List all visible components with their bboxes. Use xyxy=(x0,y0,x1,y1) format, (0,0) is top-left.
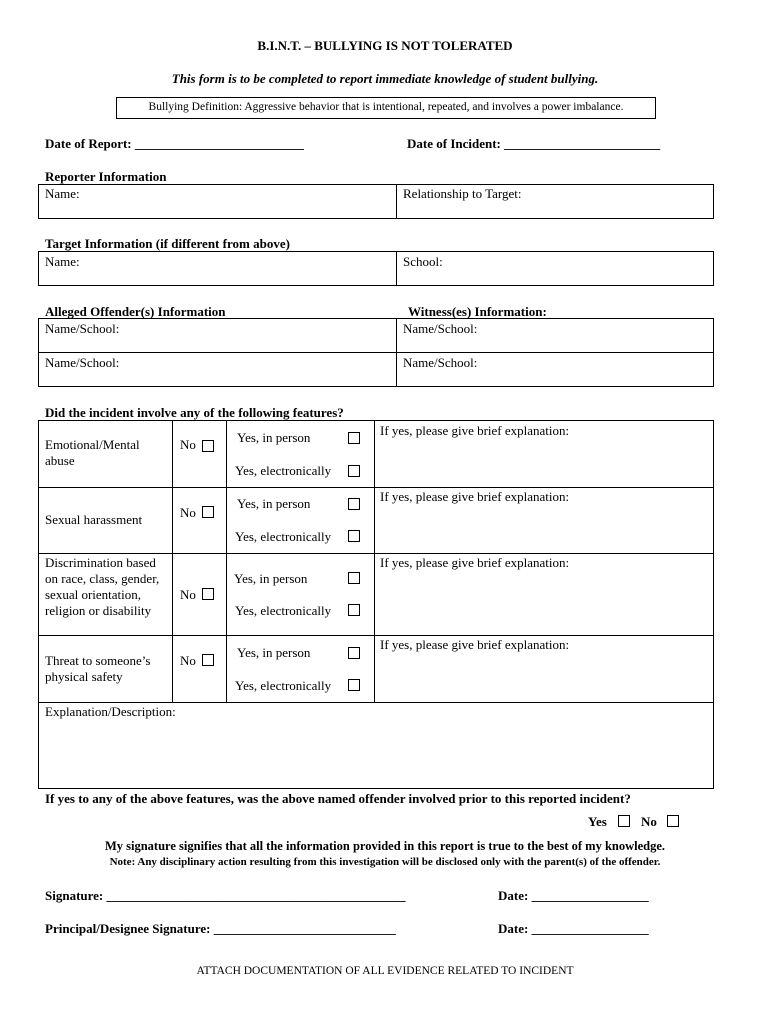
yes-electronic-checkbox-threat[interactable] xyxy=(348,679,360,691)
yes-electronic-label-threat: Yes, electronically xyxy=(235,678,332,693)
principal-date-field[interactable]: Date: __________________ xyxy=(498,921,649,936)
date-of-incident-field[interactable]: Date of Incident: ________________________ xyxy=(407,136,661,151)
no-checkbox-discrimination[interactable] xyxy=(202,588,214,600)
feature-label-emotional: Emotional/Mental abuse xyxy=(45,437,140,468)
description-field[interactable]: Explanation/Description: xyxy=(45,704,176,719)
explanation-field-emotional[interactable]: If yes, please give brief explanation: xyxy=(380,423,570,438)
prior-no-label: No xyxy=(641,814,657,829)
yes-electronic-checkbox-emotional[interactable] xyxy=(348,465,360,477)
witness-heading: Witness(es) Information: xyxy=(408,304,547,319)
yes-person-checkbox-discrimination[interactable] xyxy=(348,572,360,584)
yes-electronic-label-discrimination: Yes, electronically xyxy=(235,603,332,618)
signature-date-field[interactable]: Date: __________________ xyxy=(498,888,649,903)
prior-yes-label: Yes xyxy=(588,814,607,829)
attestation-statement: My signature signifies that all the information provided in this report is true to the best of my knowledge. xyxy=(104,839,666,853)
feature-label-discrimination: Discrimination based on race, class, gender, sexual orientation, religion or disability xyxy=(45,555,160,618)
definition-box xyxy=(116,97,656,119)
target-school-field[interactable]: School: xyxy=(403,254,443,269)
target-heading: Target Information (if different from above) xyxy=(45,236,290,251)
target-table xyxy=(38,251,714,286)
offender-heading: Alleged Offender(s) Information xyxy=(45,304,226,319)
witness-field-1[interactable]: Name/School: xyxy=(403,321,478,336)
yes-person-label-threat: Yes, in person xyxy=(237,645,311,660)
feature-label-threat: Threat to someone’s physical safety xyxy=(45,653,151,684)
no-label-sexual-harassment: No xyxy=(180,505,196,520)
yes-electronic-label-sexual-harassment: Yes, electronically xyxy=(235,529,332,544)
form-title: B.I.N.T. – BULLYING IS NOT TOLERATED xyxy=(257,38,513,53)
feature-label-sexual-harassment: Sexual harassment xyxy=(45,512,143,527)
form-subtitle: This form is to be completed to report immediate knowledge of student bullying. xyxy=(171,71,599,86)
explanation-field-sexual-harassment[interactable]: If yes, please give brief explanation: xyxy=(380,489,570,504)
explanation-field-threat[interactable]: If yes, please give brief explanation: xyxy=(380,637,570,652)
reporter-name-field[interactable]: Name: xyxy=(45,186,80,201)
no-checkbox-threat[interactable] xyxy=(202,654,214,666)
yes-electronic-checkbox-discrimination[interactable] xyxy=(348,604,360,616)
features-question: Did the incident involve any of the following features? xyxy=(45,405,344,420)
prior-involvement-question: If yes to any of the above features, was the above named offender involved prior to this reported incident? xyxy=(45,791,631,806)
yes-person-label-emotional: Yes, in person xyxy=(237,430,311,445)
offender-field-2[interactable]: Name/School: xyxy=(45,355,120,370)
yes-electronic-checkbox-sexual-harassment[interactable] xyxy=(348,530,360,542)
no-checkbox-emotional[interactable] xyxy=(202,440,214,452)
reporter-heading: Reporter Information xyxy=(45,169,167,184)
prior-yes-checkbox[interactable] xyxy=(618,815,630,827)
yes-person-checkbox-threat[interactable] xyxy=(348,647,360,659)
prior-no-checkbox[interactable] xyxy=(667,815,679,827)
date-of-report-field[interactable]: Date of Report: __________________________ xyxy=(45,136,304,151)
offender-field-1[interactable]: Name/School: xyxy=(45,321,120,336)
witness-field-2[interactable]: Name/School: xyxy=(403,355,478,370)
reporter-table xyxy=(38,184,714,219)
definition-text: Bullying Definition: Aggressive behavior that is intentional, repeated, and involves a power imbalance. xyxy=(148,101,624,113)
yes-person-label-sexual-harassment: Yes, in person xyxy=(237,496,311,511)
yes-person-checkbox-emotional[interactable] xyxy=(348,432,360,444)
target-name-field[interactable]: Name: xyxy=(45,254,80,269)
disclosure-note: Note: Any disciplinary action resulting from this investigation will be disclosed only with the parent(s) of the offender. xyxy=(109,856,661,868)
no-label-emotional: No xyxy=(180,437,196,452)
yes-person-label-discrimination: Yes, in person xyxy=(234,571,308,586)
principal-signature-field[interactable]: Principal/Designee Signature: ____________________________ xyxy=(45,921,396,936)
signature-field[interactable]: Signature: ______________________________________________ xyxy=(45,888,406,903)
reporter-relationship-field[interactable]: Relationship to Target: xyxy=(403,186,522,201)
yes-electronic-label-emotional: Yes, electronically xyxy=(235,463,332,478)
footer-note: ATTACH DOCUMENTATION OF ALL EVIDENCE RELATED TO INCIDENT xyxy=(196,965,574,977)
explanation-field-discrimination[interactable]: If yes, please give brief explanation: xyxy=(380,555,570,570)
no-label-threat: No xyxy=(180,653,196,668)
yes-person-checkbox-sexual-harassment[interactable] xyxy=(348,498,360,510)
no-checkbox-sexual-harassment[interactable] xyxy=(202,506,214,518)
no-label-discrimination: No xyxy=(180,587,196,602)
